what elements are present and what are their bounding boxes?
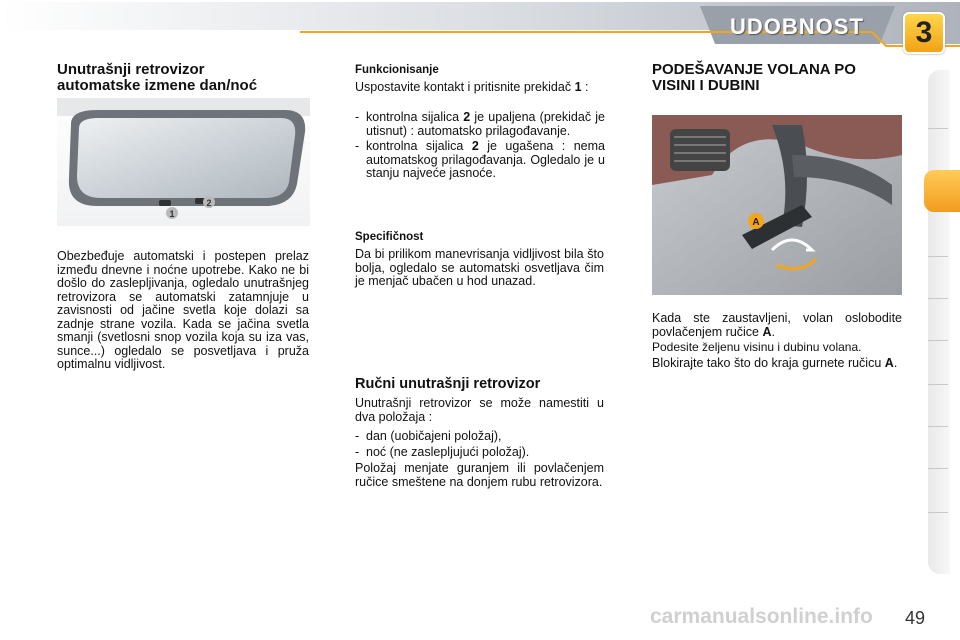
specificnost-body: Da bi prilikom manevrisanja vidljivost bila što bolja, ogledalo se automatski osvetljava čim je menjač ubačen u hod unazad. [355,247,604,288]
manual-item-day: dan (uobičajeni položaj), [366,429,502,443]
list-item [355,111,605,138]
item2-text-b: je ugašena : nema automatskog prilagođavanja. Ogledalo je u stanju najveće jasnoće. [366,139,605,180]
steering-lever-figure [652,115,902,295]
item1-text-a: kontrolna sijalica [366,110,460,124]
item1-text-b: je upaljena (prekidač je utisnut) : automatsko prilagođavanje. [366,110,605,138]
figure-callout-2: 2 [206,198,212,208]
manual-mirror-heading: Ručni unutrašnji retrovizor [355,376,541,392]
steering-lock-text [652,357,902,371]
chapter-tab-rail [928,70,950,574]
steering-title-line2: VISINI I DUBINI [652,77,760,94]
page-number: 49 [905,608,926,628]
manual-mirror-list [355,430,605,461]
rail-tick [928,384,948,385]
mirror-auto-title [57,62,257,94]
steering-lock-end: . [893,356,898,370]
funkcionisanje-list [355,111,605,183]
rail-tick [928,340,948,341]
rail-tick [928,298,948,299]
dash: - [355,429,360,443]
chapter-badge[interactable] [903,12,945,54]
funkcionisanje-intro-end: : [581,80,589,94]
manual-mirror-body: Položaj menjate guranjem ili povlačenjem ručice smeštene na donjem rubu retrovizora. [355,461,604,489]
lamp-ref-2: 2 [471,139,479,153]
chapter-number: 3 [915,16,933,49]
steering-release-main: Kada ste zaustavljeni, volan oslobodite povlačenjem ručice [652,311,902,339]
manual-mirror-intro: Unutrašnji retrovizor se može namestiti u dva položaja : [355,396,604,424]
funkcionisanje-intro [355,81,604,95]
steering-title-line1: PODEŠAVANJE VOLANA PO [652,61,856,78]
steering-adjust-title [652,62,856,94]
funkcionisanje-intro-text: Uspostavite kontakt i pritisnite prekidač [355,80,572,94]
header-title: UDOBNOST [730,14,864,39]
mirror-auto-title-line2: automatske izmene dan/noć [57,77,258,94]
list-item [355,140,605,181]
chapter-tab-active[interactable] [924,170,960,212]
watermark: carmanualsonline.info [650,605,873,628]
mirror-auto-title-line1: Unutrašnji retrovizor [57,61,205,78]
figure-callout-1: 1 [169,209,175,219]
specificnost-heading: Specifičnost [355,231,424,243]
item2-text-a: kontrolna sijalica [366,139,464,153]
switch-ref-1: 1 [574,80,582,94]
rail-tick [928,468,948,469]
auto-mirror-figure [57,98,310,226]
steering-release-end: . [771,324,775,339]
steering-release-text [652,312,902,339]
dash: - [355,110,360,124]
rail-tick [928,512,948,513]
lamp-ref-2: 2 [463,110,471,124]
lever-ref-A: A [884,356,894,370]
steering-adjust-text: Podesite željenu visinu i dubinu volana. [652,340,862,354]
list-item [355,430,605,444]
list-item [355,446,605,460]
figure-callout-A: A [752,217,760,228]
steering-lock-main: Blokirajte tako što do kraja gurnete ručicu [652,356,882,370]
dash: - [355,444,360,459]
mirror-auto-body: Obezbeđuje automatski i postepen prelaz između dnevne i noćne upotrebe. Kako ne bi došlo do zaslepljivanja, ogledalo unutrašnjeg retrovizora se automatski zatamnjuje u zavisnosti od jačine svetla koje dolazi sa zadnje strane vozila. Kada se jačina svetla smanji (svetlosni snop vozila koja su iza vas, sunce...) ogledalo se posvetljava i pruža optimalnu vidljivost. [57,249,309,371]
rail-tick [928,256,948,257]
funkcionisanje-heading: Funkcionisanje [355,64,439,76]
manual-item-night: noć (ne zaslepljujući položaj). [366,444,530,459]
lever-ref-A: A [762,324,772,339]
dash: - [355,139,360,153]
rail-tick [928,426,948,427]
rail-tick [928,128,948,129]
